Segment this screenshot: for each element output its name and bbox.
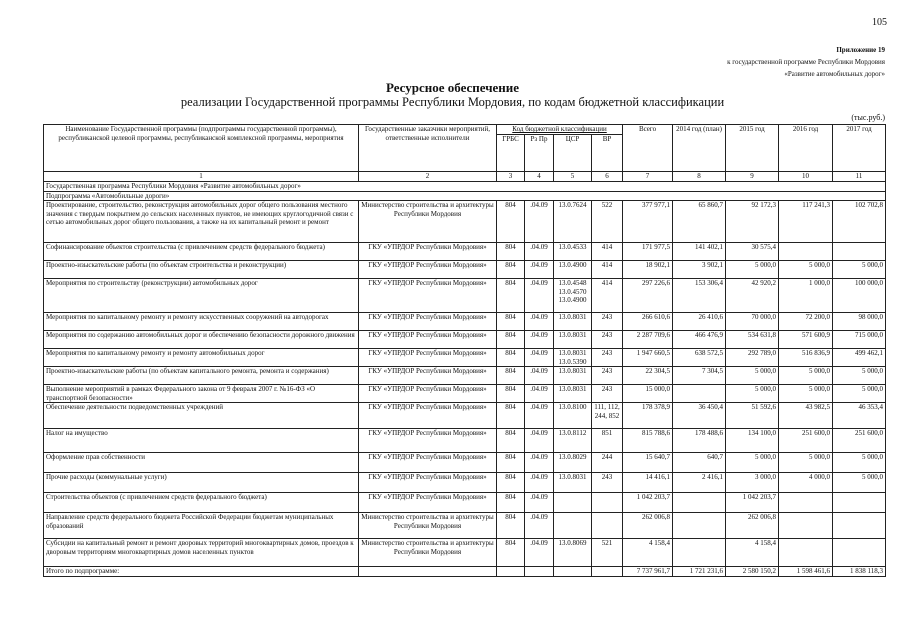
header-2015: 2015 год	[726, 125, 779, 172]
row-vr: 243	[592, 385, 623, 403]
column-number: 9	[726, 172, 779, 182]
row-customer: ГКУ «УПРДОР Республики Мордовия»	[359, 279, 497, 313]
row-2014: 2 416,1	[673, 473, 726, 493]
table-row	[44, 261, 886, 279]
row-csr: 13.0.8112	[554, 429, 592, 453]
row-csr: 13.0.8100	[554, 403, 592, 429]
row-csr	[554, 513, 592, 539]
table-row	[44, 331, 886, 349]
table-row	[44, 367, 886, 385]
row-2016	[779, 513, 833, 539]
row-2016: 43 982,5	[779, 403, 833, 429]
row-2017: 100 000,0	[833, 279, 886, 313]
appendix-line-2: «Развитие автомобильных дорог»	[784, 70, 885, 78]
row-2016	[779, 493, 833, 513]
row-grbs: 804	[497, 513, 525, 539]
row-csr: 13.0.4548 13.0.4570 13.0.4900	[554, 279, 592, 313]
row-2014: 3 902,1	[673, 261, 726, 279]
row-vr	[592, 493, 623, 513]
row-total: 15 640,7	[623, 453, 673, 473]
row-total: 14 416,1	[623, 473, 673, 493]
program-row: Государственная программа Республики Мордовия «Развитие автомобильных дорог»	[44, 182, 886, 192]
row-rzpr: .04.09	[525, 493, 554, 513]
row-name: Проектно-изыскательские работы (по объектам строительства и реконструкции)	[44, 261, 359, 279]
row-2014: 640,7	[673, 453, 726, 473]
row-2016: 5 000,0	[779, 453, 833, 473]
row-name: Выполнение мероприятий в рамках Федерального закона от 9 февраля 2007 г. №16-ФЗ «О транспортной безопасности»	[44, 385, 359, 403]
row-2016	[779, 243, 833, 261]
row-2015: 3 000,0	[726, 473, 779, 493]
row-2015: 5 000,0	[726, 453, 779, 473]
row-2014: 26 410,6	[673, 313, 726, 331]
row-grbs: 804	[497, 349, 525, 367]
row-2017: 251 600,0	[833, 429, 886, 453]
row-rzpr: .04.09	[525, 453, 554, 473]
row-2017: 98 000,0	[833, 313, 886, 331]
row-2017: 499 462,1	[833, 349, 886, 367]
row-name: Налог на имущество	[44, 429, 359, 453]
row-name: Прочие расходы (коммунальные услуги)	[44, 473, 359, 493]
column-number: 2	[359, 172, 497, 182]
row-customer: ГКУ «УПРДОР Республики Мордовия»	[359, 331, 497, 349]
row-vr: 243	[592, 473, 623, 493]
row-customer: Министерство строительства и архитектуры Республики Мордовия	[359, 201, 497, 243]
row-2017	[833, 539, 886, 567]
row-grbs: 804	[497, 243, 525, 261]
row-total: 15 000,0	[623, 385, 673, 403]
row-grbs: 804	[497, 261, 525, 279]
row-rzpr: .04.09	[525, 279, 554, 313]
row-csr: 13.0.8069	[554, 539, 592, 567]
total-2017: 1 838 118,3	[833, 567, 886, 577]
row-name: Строительства объектов (с привлечением средств федерального бюджета)	[44, 493, 359, 513]
row-total: 297 226,6	[623, 279, 673, 313]
row-customer: Министерство строительства и архитектуры Республики Мордовия	[359, 539, 497, 567]
row-2017	[833, 243, 886, 261]
row-2016: 5 000,0	[779, 367, 833, 385]
row-csr: 13.0.8031	[554, 313, 592, 331]
row-customer: ГКУ «УПРДОР Республики Мордовия»	[359, 473, 497, 493]
row-2017: 102 702,8	[833, 201, 886, 243]
row-csr: 13.0.8031 13.0.5390	[554, 349, 592, 367]
column-number: 11	[833, 172, 886, 182]
table-row	[44, 403, 886, 429]
row-customer: ГКУ «УПРДОР Республики Мордовия»	[359, 403, 497, 429]
row-2014: 178 488,6	[673, 429, 726, 453]
total-empty	[592, 567, 623, 577]
row-rzpr: .04.09	[525, 243, 554, 261]
total-row	[44, 567, 886, 577]
row-grbs: 804	[497, 331, 525, 349]
row-2016: 72 200,0	[779, 313, 833, 331]
row-vr: 414	[592, 261, 623, 279]
row-customer: ГКУ «УПРДОР Республики Мордовия»	[359, 429, 497, 453]
row-grbs: 804	[497, 539, 525, 567]
row-name: Направление средств федерального бюджета Российской Федерации бюджетам муниципальных образований	[44, 513, 359, 539]
row-rzpr: .04.09	[525, 313, 554, 331]
row-2017: 5 000,0	[833, 261, 886, 279]
table-row	[44, 243, 886, 261]
row-2015: 4 158,4	[726, 539, 779, 567]
row-2017: 46 353,4	[833, 403, 886, 429]
row-total: 1 042 203,7	[623, 493, 673, 513]
header-vr: ВР	[592, 135, 623, 172]
row-rzpr: .04.09	[525, 473, 554, 493]
row-name: Мероприятия по капитальному ремонту и ремонту автомобильных дорог	[44, 349, 359, 367]
row-2015: 92 172,3	[726, 201, 779, 243]
row-rzpr: .04.09	[525, 539, 554, 567]
row-csr: 13.0.4533	[554, 243, 592, 261]
row-vr: 851	[592, 429, 623, 453]
row-2014: 638 572,5	[673, 349, 726, 367]
row-2015: 70 000,0	[726, 313, 779, 331]
row-total: 266 610,6	[623, 313, 673, 331]
header-2017: 2017 год	[833, 125, 886, 172]
row-customer: Министерство строительства и архитектуры Республики Мордовия	[359, 513, 497, 539]
row-grbs: 804	[497, 453, 525, 473]
column-number: 7	[623, 172, 673, 182]
row-name: Проектирование, строительство, реконструкция автомобильных дорог общего пользования местного значения с твердым покрытием до сельских населенных пунктов, не имеющих круглогодичной связи с сетью автомобильных дорог общего пользования, а также на их капитальный ремонт и ремонт	[44, 201, 359, 243]
row-2017: 5 000,0	[833, 385, 886, 403]
row-vr: 243	[592, 367, 623, 385]
row-name: Мероприятия по строительству (реконструкции) автомобильных дорог	[44, 279, 359, 313]
table-row	[44, 539, 886, 567]
header-customers: Государственные заказчики мероприятий, ответственные исполнители	[359, 125, 497, 172]
row-total: 815 788,6	[623, 429, 673, 453]
row-2015: 1 042 203,7	[726, 493, 779, 513]
row-total: 171 977,5	[623, 243, 673, 261]
row-csr: 13.0.8031	[554, 367, 592, 385]
row-customer: ГКУ «УПРДОР Республики Мордовия»	[359, 367, 497, 385]
row-csr: 13.0.7624	[554, 201, 592, 243]
row-csr: 13.0.8031	[554, 331, 592, 349]
header-2016: 2016 год	[779, 125, 833, 172]
row-2014: 153 306,4	[673, 279, 726, 313]
row-vr	[592, 513, 623, 539]
header-name: Наименование Государственной программы (подпрограммы государственной программы), республиканской целевой программы, республиканской комплексной программы, мероприятия	[44, 125, 359, 172]
row-grbs: 804	[497, 313, 525, 331]
row-rzpr: .04.09	[525, 367, 554, 385]
row-customer: ГКУ «УПРДОР Республики Мордовия»	[359, 385, 497, 403]
table-row	[44, 279, 886, 313]
appendix-label: Приложение 19	[836, 46, 885, 54]
row-total: 1 947 660,5	[623, 349, 673, 367]
row-2015: 5 000,0	[726, 367, 779, 385]
row-csr: 13.0.8031	[554, 473, 592, 493]
row-name: Проектно-изыскательские работы (по объектам капитального ремонта, ремонта и содержания)	[44, 367, 359, 385]
row-rzpr: .04.09	[525, 385, 554, 403]
table-row	[44, 385, 886, 403]
total-2016: 1 598 461,6	[779, 567, 833, 577]
row-2014: 36 450,4	[673, 403, 726, 429]
row-2014: 65 860,7	[673, 201, 726, 243]
column-number: 1	[44, 172, 359, 182]
row-customer: ГКУ «УПРДОР Республики Мордовия»	[359, 261, 497, 279]
row-vr: 243	[592, 313, 623, 331]
row-vr: 521	[592, 539, 623, 567]
row-rzpr: .04.09	[525, 331, 554, 349]
table-row	[44, 493, 886, 513]
row-2017: 5 000,0	[833, 473, 886, 493]
row-2015: 262 006,8	[726, 513, 779, 539]
table-row	[44, 349, 886, 367]
table-row	[44, 201, 886, 243]
row-grbs: 804	[497, 493, 525, 513]
row-2015: 5 000,0	[726, 261, 779, 279]
page-number: 105	[872, 17, 887, 28]
column-number: 3	[497, 172, 525, 182]
row-vr: 243	[592, 331, 623, 349]
total-empty	[525, 567, 554, 577]
appendix-note	[727, 44, 885, 80]
header-total: Всего	[623, 125, 673, 172]
column-number: 10	[779, 172, 833, 182]
row-2016: 4 000,0	[779, 473, 833, 493]
row-customer: ГКУ «УПРДОР Республики Мордовия»	[359, 453, 497, 473]
row-vr: 522	[592, 201, 623, 243]
row-2016: 1 000,0	[779, 279, 833, 313]
total-empty	[497, 567, 525, 577]
row-total: 4 158,4	[623, 539, 673, 567]
row-total: 377 977,1	[623, 201, 673, 243]
row-vr: 414	[592, 243, 623, 261]
row-grbs: 804	[497, 473, 525, 493]
row-customer: ГКУ «УПРДОР Республики Мордовия»	[359, 313, 497, 331]
row-2016: 5 000,0	[779, 385, 833, 403]
subprogram-row: Подпрограмма «Автомобильные дороги»	[44, 191, 886, 201]
row-csr: 13.0.4900	[554, 261, 592, 279]
total-empty	[554, 567, 592, 577]
row-2015: 51 592,6	[726, 403, 779, 429]
row-csr: 13.0.8029	[554, 453, 592, 473]
budget-table	[43, 124, 886, 577]
row-grbs: 804	[497, 201, 525, 243]
row-2017: 5 000,0	[833, 453, 886, 473]
row-total: 18 902,1	[623, 261, 673, 279]
row-2014: 466 476,9	[673, 331, 726, 349]
row-2016: 251 600,0	[779, 429, 833, 453]
column-number: 8	[673, 172, 726, 182]
row-2014: 141 402,1	[673, 243, 726, 261]
column-number: 6	[592, 172, 623, 182]
document-subtitle: реализации Государственной программы Республики Мордовия, по кодам бюджетной классификации	[180, 95, 725, 109]
total-label: Итого по подпрограмме:	[44, 567, 359, 577]
row-2015: 534 631,8	[726, 331, 779, 349]
row-2014	[673, 385, 726, 403]
units-label: (тыс.руб.)	[851, 113, 885, 122]
row-rzpr: .04.09	[525, 513, 554, 539]
row-2015: 42 920,2	[726, 279, 779, 313]
row-2016: 571 600,9	[779, 331, 833, 349]
row-2015: 134 100,0	[726, 429, 779, 453]
row-grbs: 804	[497, 403, 525, 429]
row-grbs: 804	[497, 279, 525, 313]
row-name: Софинансирование объектов строительства (с привлечением средств федерального бюджета)	[44, 243, 359, 261]
row-total: 262 006,8	[623, 513, 673, 539]
row-vr: 414	[592, 279, 623, 313]
appendix-line-1: к государственной программе Республики Мордовия	[727, 58, 885, 66]
row-2016: 5 000,0	[779, 261, 833, 279]
column-number: 4	[525, 172, 554, 182]
row-name: Оформление прав собственности	[44, 453, 359, 473]
row-customer: ГКУ «УПРДОР Республики Мордовия»	[359, 493, 497, 513]
row-2014	[673, 493, 726, 513]
total-sum: 7 737 961,7	[623, 567, 673, 577]
row-2017	[833, 493, 886, 513]
row-name: Мероприятия по содержанию автомобильных дорог и обеспечению безопасности дорожного движения	[44, 331, 359, 349]
row-rzpr: .04.09	[525, 403, 554, 429]
row-rzpr: .04.09	[525, 349, 554, 367]
row-2015: 30 575,4	[726, 243, 779, 261]
budget-rows	[44, 201, 886, 567]
row-2014	[673, 513, 726, 539]
row-total: 22 304,5	[623, 367, 673, 385]
header-csr: ЦСР	[554, 135, 592, 172]
table-row	[44, 513, 886, 539]
row-name: Субсидии на капитальный ремонт и ремонт дворовых территорий многоквартирных домов, проездов к дворовым территориям многоквартирных домов населенных пунктов	[44, 539, 359, 567]
row-grbs: 804	[497, 385, 525, 403]
document-title: Ресурсное обеспечение	[385, 80, 520, 95]
column-numbers-row	[44, 172, 886, 182]
row-2016: 117 241,3	[779, 201, 833, 243]
row-total: 2 287 709,6	[623, 331, 673, 349]
row-grbs: 804	[497, 429, 525, 453]
column-number: 5	[554, 172, 592, 182]
row-name: Обеспечение деятельности подведомственных учреждений	[44, 403, 359, 429]
row-rzpr: .04.09	[525, 201, 554, 243]
row-vr: 243	[592, 349, 623, 367]
row-2017: 5 000,0	[833, 367, 886, 385]
header-code-group: Код бюджетной классификации	[497, 125, 623, 135]
row-vr: 244	[592, 453, 623, 473]
table-row	[44, 313, 886, 331]
header-grbs: ГРБС	[497, 135, 525, 172]
row-rzpr: .04.09	[525, 261, 554, 279]
row-csr	[554, 493, 592, 513]
row-customer: ГКУ «УПРДОР Республики Мордовия»	[359, 243, 497, 261]
row-name: Мероприятия по капитальному ремонту и ремонту искусственных сооружений на автодорогах	[44, 313, 359, 331]
row-2015: 5 000,0	[726, 385, 779, 403]
total-2015: 2 580 150,2	[726, 567, 779, 577]
total-empty	[359, 567, 497, 577]
row-grbs: 804	[497, 367, 525, 385]
table-row	[44, 453, 886, 473]
row-2017	[833, 513, 886, 539]
row-2016	[779, 539, 833, 567]
row-2014	[673, 539, 726, 567]
row-total: 178 378,9	[623, 403, 673, 429]
row-csr: 13.0.8031	[554, 385, 592, 403]
row-2016: 516 836,9	[779, 349, 833, 367]
header-rzpr: Рз Пр	[525, 135, 554, 172]
total-2014: 1 721 231,6	[673, 567, 726, 577]
header-2014: 2014 год (план)	[673, 125, 726, 172]
row-vr: 111, 112, 244, 852	[592, 403, 623, 429]
table-row	[44, 429, 886, 453]
row-2015: 292 789,0	[726, 349, 779, 367]
row-customer: ГКУ «УПРДОР Республики Мордовия»	[359, 349, 497, 367]
row-2014: 7 304,5	[673, 367, 726, 385]
row-2017: 715 000,0	[833, 331, 886, 349]
table-row	[44, 473, 886, 493]
row-rzpr: .04.09	[525, 429, 554, 453]
